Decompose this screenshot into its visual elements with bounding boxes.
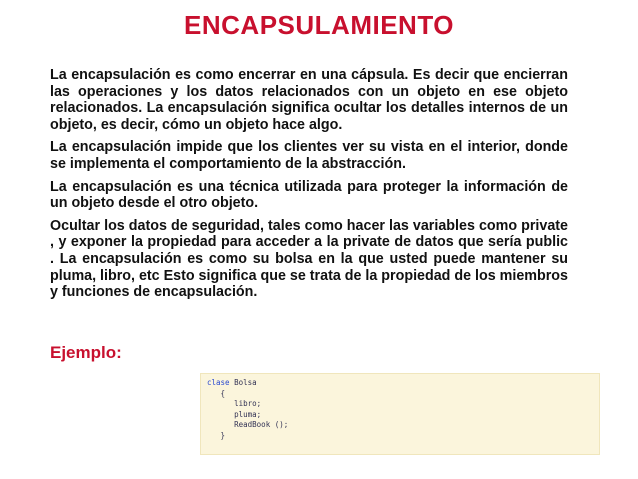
paragraph-definition: La encapsulación es como encerrar en una cápsula. Es decir que encierran las operaciones y los datos relacionados con un objeto en ese objeto relacionados. La encapsulación significa ocultar los detalles internos de un objeto, es decir, cómo un objeto hace algo. (50, 67, 568, 133)
code-line: libro; (207, 399, 262, 408)
code-line: { (207, 388, 226, 398)
code-line: } (207, 430, 226, 440)
code-line-class (207, 378, 593, 389)
code-keyword: clase (207, 378, 230, 387)
code-line: pluma; (207, 409, 262, 419)
code-example (200, 373, 600, 455)
code-line: ReadBook (); (207, 420, 289, 429)
slide-body (50, 67, 568, 307)
paragraph-clients: La encapsulación impide que los clientes ver su vista en el interior, donde se implementa el comportamiento de la abstracción. (50, 139, 568, 172)
paragraph-technique: La encapsulación es una técnica utilizada para proteger la información de un objeto desde el otro objeto. (50, 178, 568, 212)
paragraph-hiding-data: Ocultar los datos de seguridad, tales como hacer las variables como private , y exponer la propiedad para acceder a la private de datos que sería public . La encapsulación es como su bolsa en la que usted puede mantener su pluma, libro, etc Esto significa que se trata de la propiedad de los miembros y funciones de encapsulación. (50, 217, 568, 301)
example-label: Ejemplo: (50, 343, 122, 362)
code-class-name: Bolsa (229, 378, 257, 387)
slide-title: ENCAPSULAMIENTO (184, 10, 454, 40)
